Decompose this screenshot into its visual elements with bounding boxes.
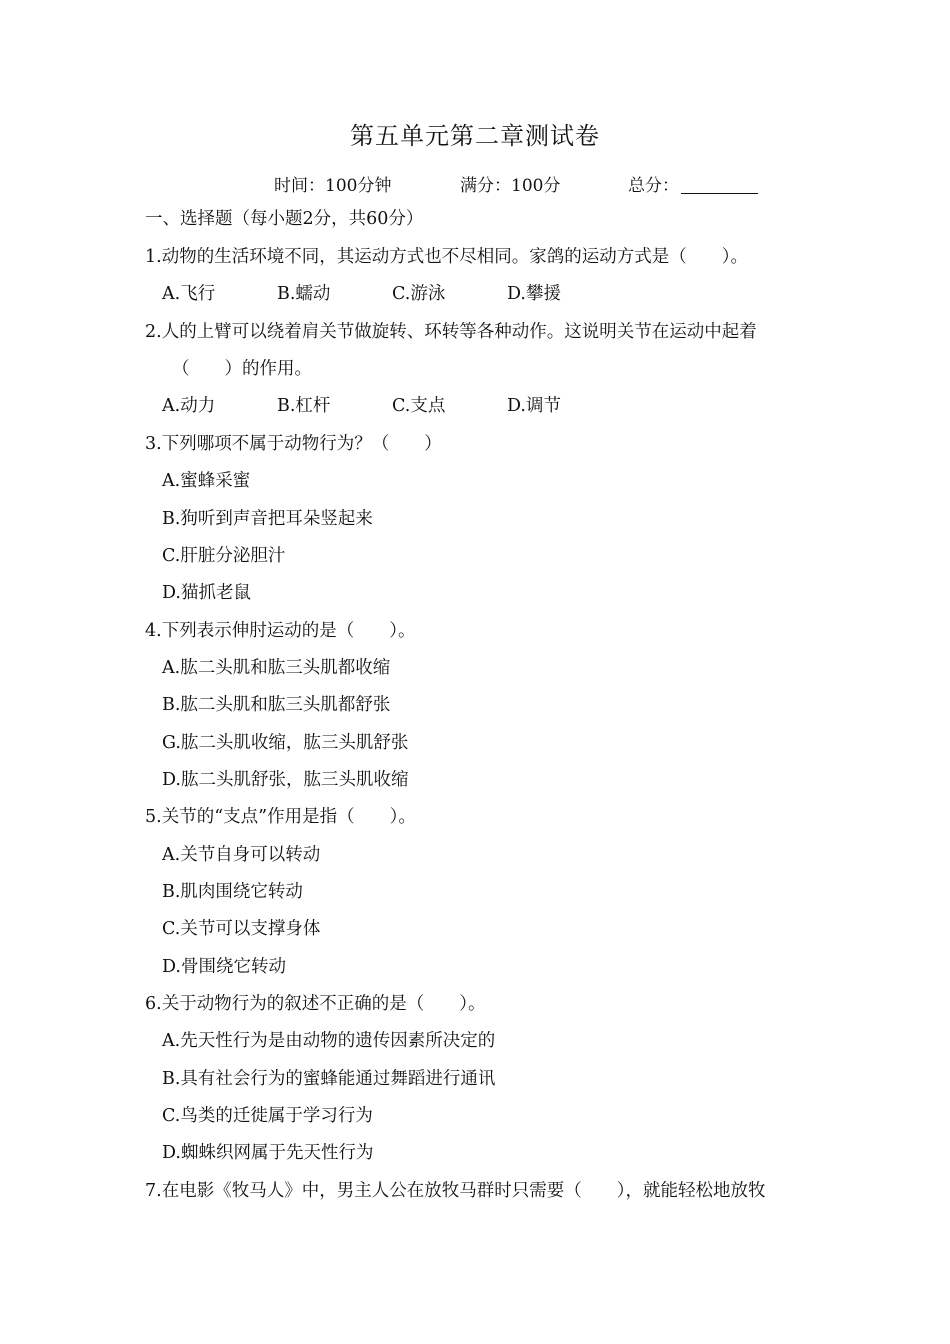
question-7-stem: 7.在电影《牧马人》中，男主人公在放牧马群时只需要（ ），就能轻松地放牧	[145, 1181, 766, 1201]
question-4-option-d: D.肱二头肌舒张，肱三头肌收缩	[162, 770, 409, 790]
full-score: 满分：100分	[460, 176, 561, 196]
question-4-option-c: G.肱二头肌收缩，肱三头肌舒张	[162, 733, 409, 753]
question-4-stem: 4.下列表示伸肘运动的是（ ）。	[145, 621, 416, 641]
question-1-option-d: D.攀援	[507, 284, 561, 304]
question-2-options	[162, 394, 622, 418]
total-score-blank[interactable]	[681, 175, 758, 194]
question-1-option-a: A.飞行	[162, 284, 216, 304]
total-score-label: 总分：	[628, 176, 679, 196]
question-2-option-a: A.动力	[162, 396, 216, 416]
question-4-option-b: B.肱二头肌和肱三头肌都舒张	[162, 695, 391, 715]
question-3-option-d: D.猫抓老鼠	[162, 583, 251, 603]
question-6-stem: 6.关于动物行为的叙述不正确的是（ ）。	[145, 994, 486, 1014]
page-title: 第五单元第二章测试卷	[350, 122, 600, 150]
question-6-option-d: D.蜘蛛织网属于先天性行为	[162, 1143, 374, 1163]
question-3-option-b: B.狗听到声音把耳朵竖起来	[162, 509, 373, 529]
question-5-option-c: C.关节可以支撑身体	[162, 919, 321, 939]
question-3-option-a: A.蜜蜂采蜜	[162, 471, 251, 491]
question-6-option-c: C.鸟类的迁徙属于学习行为	[162, 1106, 373, 1126]
question-5-option-b: B.肌肉围绕它转动	[162, 882, 303, 902]
time-limit: 时间：100分钟	[274, 176, 392, 196]
question-1-stem: 1.动物的生活环境不同，其运动方式也不尽相同。家鸽的运动方式是（ ）。	[145, 247, 748, 267]
question-2-option-d: D.调节	[507, 396, 561, 416]
question-3-stem: 3.下列哪项不属于动物行为？（ ）	[145, 434, 442, 454]
question-2-stem-continued: （ ）的作用。	[172, 359, 312, 379]
question-2-stem: 2.人的上臂可以绕着肩关节做旋转、环转等各种动作。这说明关节在运动中起着	[145, 322, 757, 342]
question-4-option-a: A.肱二头肌和肱三头肌都收缩	[162, 658, 391, 678]
question-6-option-b: B.具有社会行为的蜜蜂能通过舞蹈进行通讯	[162, 1069, 496, 1089]
question-1-option-c: C.游泳	[392, 284, 446, 304]
question-2-option-c: C.支点	[392, 396, 446, 416]
question-3-option-c: C.肝脏分泌胆汁	[162, 546, 286, 566]
question-5-stem: 5.关节的“支点”作用是指（ ）。	[145, 807, 416, 827]
question-5-option-d: D.骨围绕它转动	[162, 957, 286, 977]
question-6-option-a: A.先天性行为是由动物的遗传因素所决定的	[162, 1031, 496, 1051]
section-heading: 一、选择题（每小题2分，共60分）	[145, 209, 424, 229]
question-1-option-b: B.蠕动	[277, 284, 331, 304]
question-5-option-a: A.关节自身可以转动	[162, 845, 321, 865]
question-2-option-b: B.杠杆	[277, 396, 331, 416]
question-1-options	[162, 282, 622, 306]
exam-meta	[274, 171, 758, 196]
